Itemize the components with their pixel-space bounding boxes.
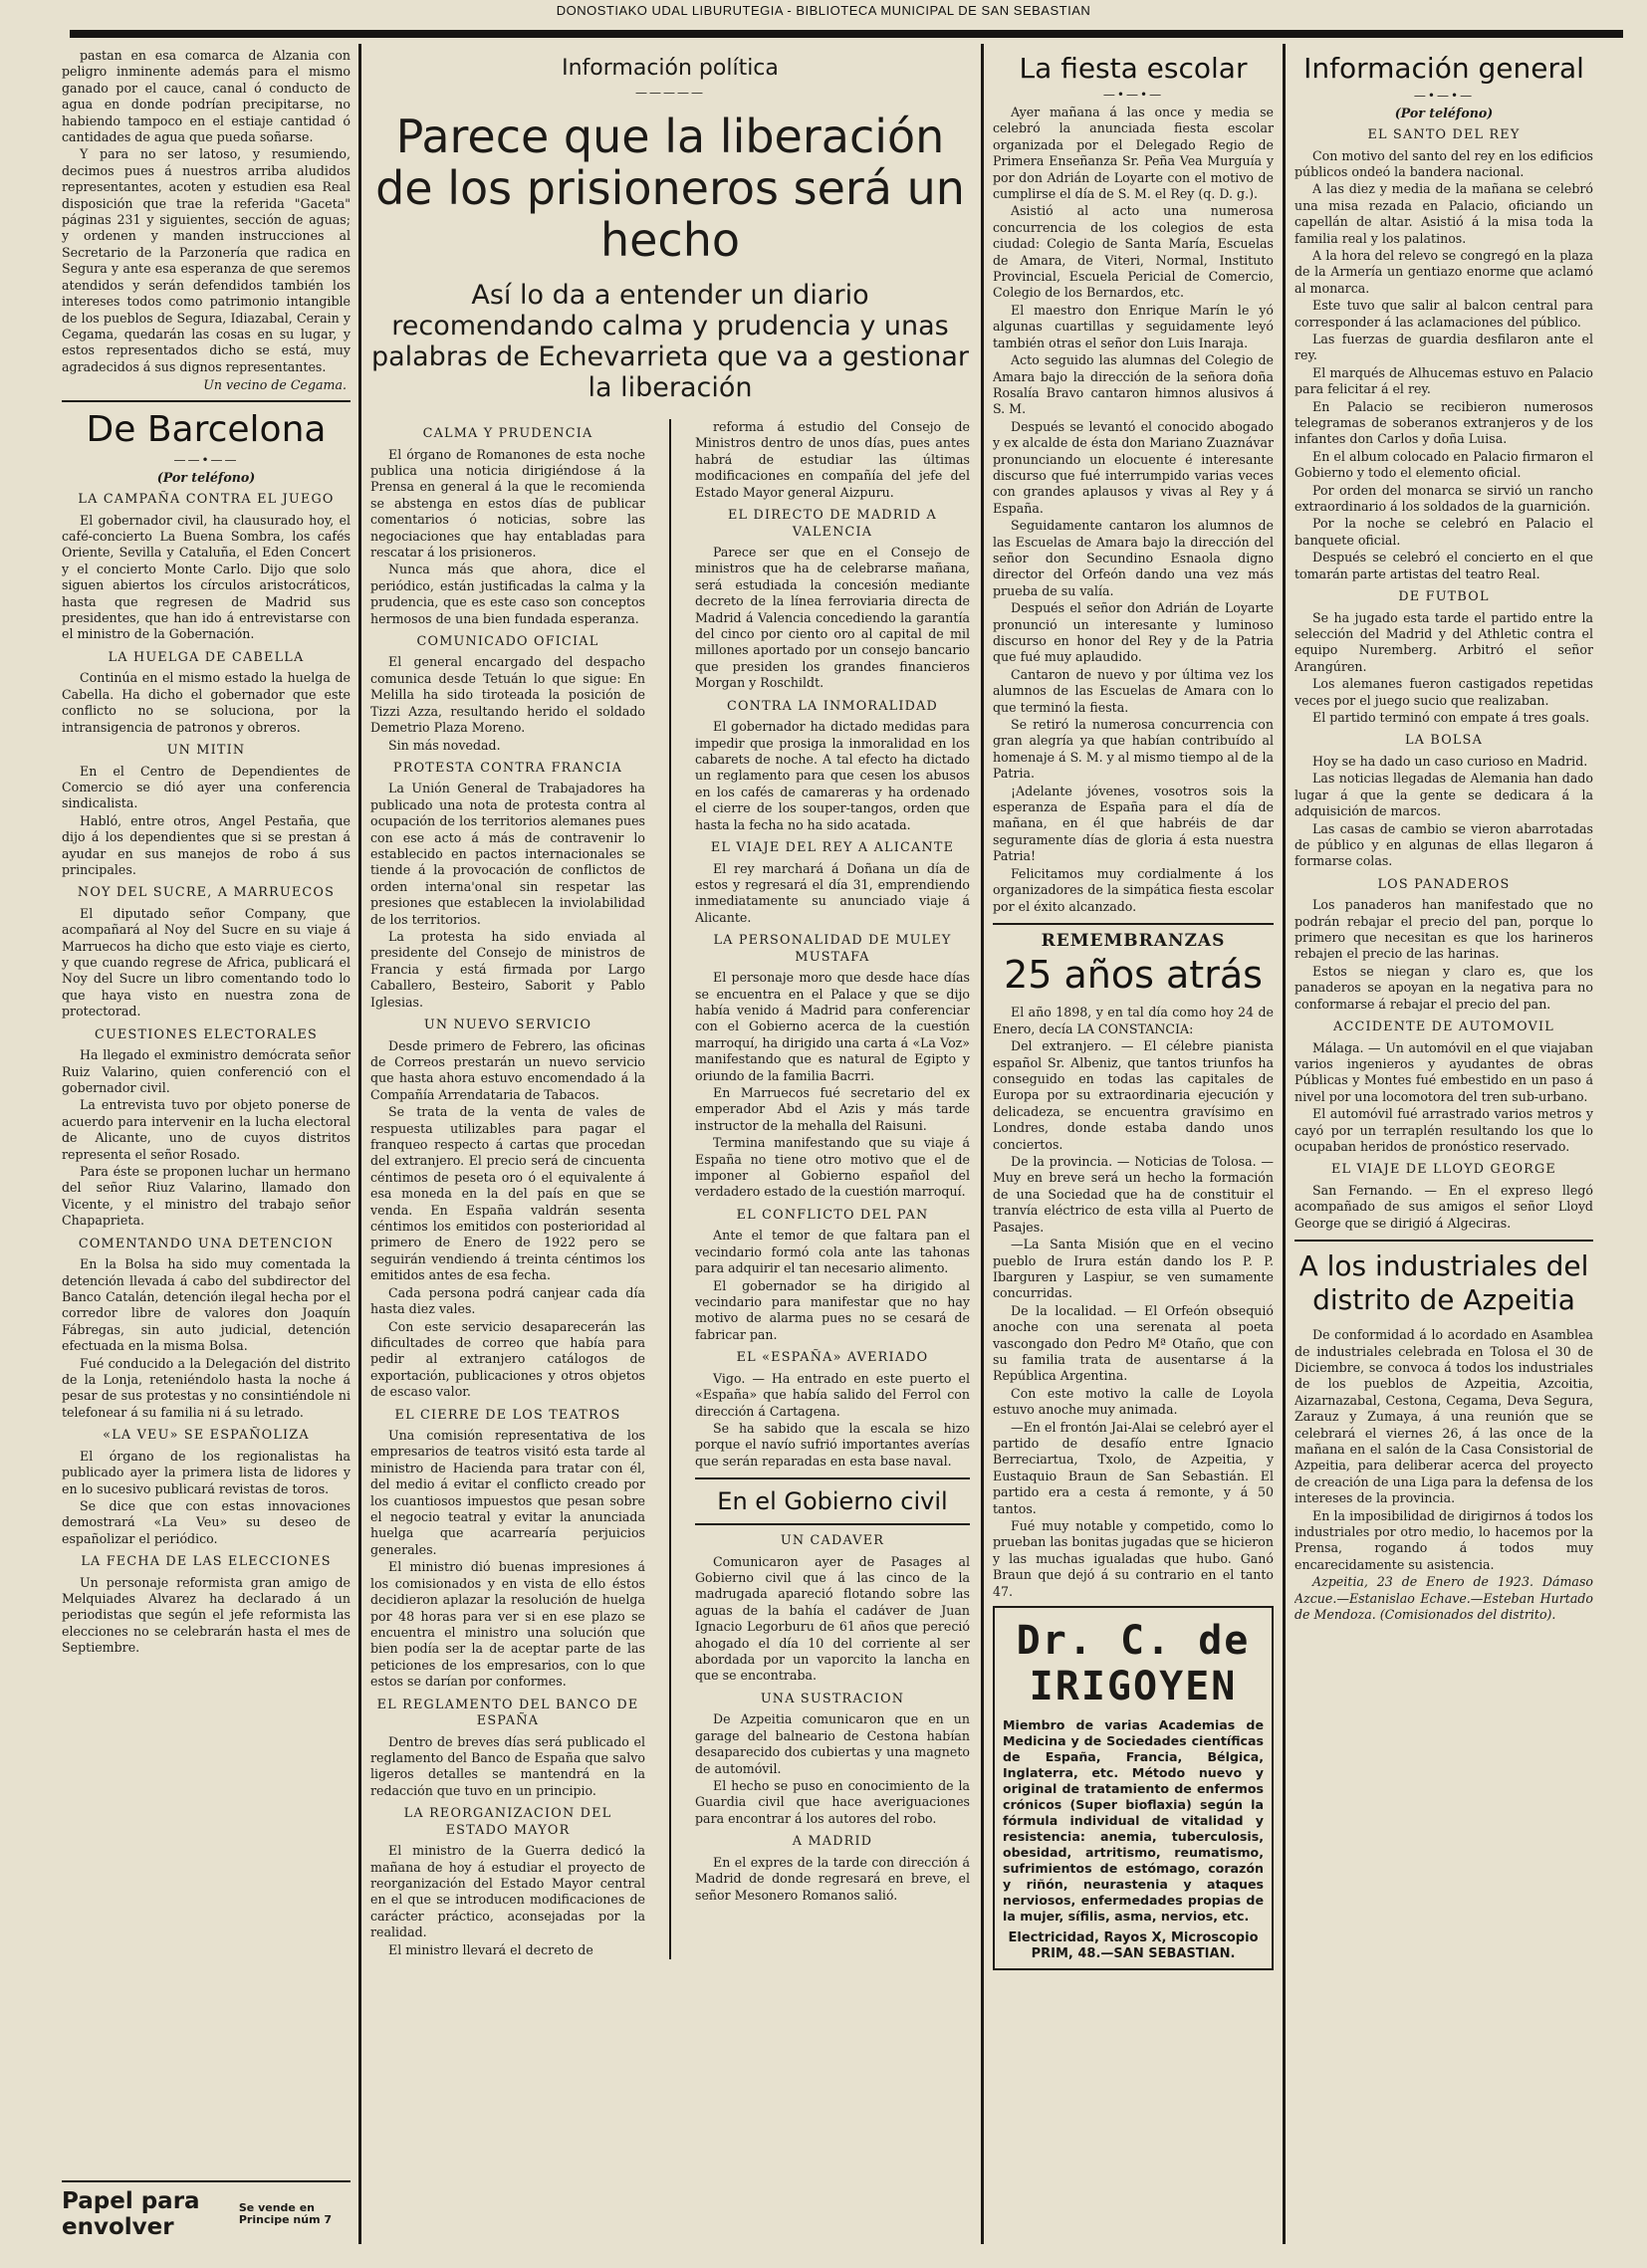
barcelona-paragraph: Continúa en el mismo estado la huelga de Cabella. Ha dicho el gobernador que este conflicto no se soluciona, por la intransigencia de patronos y obreros.: [62, 670, 351, 735]
barcelona-paragraph: Fué conducido a la Delegación del distrito de la Lonja, reteniéndolo hasta la noche á pesar de sus protestas y no consintiéndole ni telefonear á su familia ni á su letrado.: [62, 1355, 351, 1420]
politica-right-heading: EL VIAJE DEL REY A ALICANTE: [710, 840, 955, 856]
politica-left-paragraph: El ministro dió buenas impresiones á los comisionados y en vista de ello éstos decidieron aplazar la resolución de huelga por 48 horas para ver si en ese plazo se encuentra el ministro una solución que bien podía ser la de aceptar parte de las peticiones de los empresarios, con lo que estos se darían por conformes.: [370, 1559, 645, 1690]
politica-right-paragraph: reforma á estudio del Consejo de Ministros dentro de unos días, pues antes habrá de estudiar las últimas modificaciones en compañía del jefe del Estado Mayor general Aizpuru.: [695, 419, 970, 500]
general-paragraph: Por la noche se celebró en Palacio el banquete oficial.: [1294, 516, 1593, 548]
politica-right-heading: EL DIRECTO DE MADRID A VALENCIA: [727, 508, 938, 540]
general-paragraph: Las casas de cambio se vieron abarrotadas de público y en algunas de ellas llegaron á formarse colas.: [1294, 820, 1593, 869]
barcelona-paragraph: La entrevista tuvo por objeto ponerse de acuerdo para intervenir en la lucha electoral de Alicante, uno de cuyos distritos representa el señor Rosado.: [62, 1097, 351, 1162]
column-divider: [981, 44, 984, 2244]
irigoyen-ad-title: Dr. C. de IRIGOYEN: [1016, 1618, 1251, 1710]
fiesta-paragraph: Ayer mañana á las once y media se celebró la anunciada fiesta escolar organizada por el Delegado Regio de Primera Enseñanza Sr. Peña Vea Murguía y por don Adrián de Loyarte con el motivo de cumplirse el día de S. M. el Rey (q. D. g.).: [993, 105, 1274, 202]
politica-right-heading: EL «ESPAÑA» AVERIADO: [736, 1350, 929, 1366]
fiesta-paragraph: Acto seguido las alumnas del Colegio de Amara bajo la dirección de la señora doña Rosalía Bravo cantaron himnos alusivos á S. M.: [993, 352, 1274, 417]
fiesta-paragraph: ¡Adelante jóvenes, vosotros sois la esperanza de España para el día de mañana, en él que habréis de dar seguramente días de gloria á esta nuestra Patria!: [993, 783, 1274, 864]
politica-right-paragraph: El gobernador ha dictado medidas para impedir que prosiga la inmoralidad en los cabarets de noche. A tal efecto ha dictado un reglamento para que cesen los abusos en los cafés de camareras y ha ordenado el cierre de los souper-tangos, orden que hasta la fecha no ha sido acatada.: [695, 719, 970, 832]
top-rule: [70, 30, 1623, 38]
politica-left-paragraph: El general encargado del despacho comunica desde Tetuán lo que sigue: En Melilla ha sido tiroteada la posición de Tizzi Azza, resultando herido el soldado Demetrio Plaza Moreno.: [370, 654, 645, 736]
ornament-divider: ——•——: [173, 453, 239, 468]
barcelona-heading: CUESTIONES ELECTORALES: [94, 1026, 319, 1042]
headline-deck: Así lo da a entender un diario recomendando calma y prudencia y unas palabras de Echevarrieta que va a gestionar la liberación: [370, 280, 970, 403]
general-paragraph: En Palacio se recibieron numerosos telegramas de soberanos extranjeros y de los infantes don Carlos y doña Luisa.: [1294, 398, 1593, 447]
general-paragraph: Después se celebró el concierto en el que tomarán parte artistas del teatro Real.: [1294, 550, 1593, 581]
barcelona-heading: NOY DEL SUCRE, A MARRUECOS: [77, 885, 336, 901]
politica-left-paragraph: El órgano de Romanones de esta noche publica una noticia dirigiéndose á la Prensa en general á la que le recomienda se abstenga en estos días de publicar comentarios ó noticias, sobre las negociaciones que hay entabladas para rescatar á los prisioneros.: [370, 446, 645, 560]
politica-left-paragraph: Dentro de breves días será publicado el reglamento del Banco de España que salvo ligeros detalles se mantendrá en la redacción que tuvo en un principio.: [370, 1733, 645, 1798]
por-telefono-label: (Por teléfono): [1394, 106, 1494, 120]
irigoyen-ad-body: Miembro de varias Academias de Medicina y de Sociedades científicas de España, Francia, Bélgica, Inglaterra, etc. Método nuevo y original de tratamiento de enfermos crónicos (Super bioflaxia) según la fórmula individual de vitalidad y resistencia: anemia, tuberculosis, obesidad, artritismo, reumatismo, sufrimientos de estómago, corazón y riñón, neurastenia y ataques nerviosos, enfermedades propias de la mujer, sífilis, asma, nervios, etc.: [1003, 1717, 1264, 1925]
general-paragraph: Con motivo del santo del rey en los edificios públicos ondeó la bandera nacional.: [1294, 147, 1593, 179]
remembranzas-paragraph: Del extranjero. — El célebre pianista español Sr. Albeniz, que tantos triunfos ha conseguido en todas las capitales de Europa por su extraordinaria ejecución y delicadeza, se encuentra gravísimo en Londres, donde estaba dando unos conciertos.: [993, 1038, 1274, 1152]
ornament-divider: —————: [635, 86, 705, 100]
barcelona-paragraph: Ha llegado el exministro demócrata señor Ruiz Valarino, quien conferenció con el gobernador civil.: [62, 1047, 351, 1095]
fiesta-paragraph: Después el señor don Adrián de Loyarte pronunció un interesante y luminoso discurso en honor del Rey y de la Patria que fué muy aplaudido.: [993, 600, 1274, 665]
left-subcolumn: [370, 419, 645, 1959]
fiesta-paragraph: Después se levantó el conocido abogado y ex alcalde de ésta don Mariano Zuaznávar pronunciando un elocuente é interesante discurso que fué interrumpido varias veces con grandes aplausos y vivas al Rey y á España.: [993, 418, 1274, 516]
general-paragraph: Las noticias llegadas de Alemania han dado lugar á que la gente se dedicara á la adquisición de marcos.: [1294, 771, 1593, 819]
section-rule: [1294, 1240, 1593, 1242]
barcelona-paragraph: El órgano de los regionalistas ha publicado ayer la primera lista de lidores y en lo sucesivo publicará revistas de toros.: [62, 1448, 351, 1496]
fiesta-paragraph: El maestro don Enrique Marín le yó algunas cuartillas y seguidamente leyó también otras el señor don Luis Inaraja.: [993, 302, 1274, 350]
barcelona-heading: «LA VEU» SE ESPAÑOLIZA: [103, 1428, 310, 1444]
politica-right-paragraph: En Marruecos fué secretario del ex emperador Abd el Azis y más tarde instructor de la mehalla del Raisuni.: [695, 1085, 970, 1133]
column-divider: [358, 44, 361, 2244]
general-paragraph: En el album colocado en Palacio firmaron el Gobierno y todo el elemento oficial.: [1294, 448, 1593, 481]
remembranzas-paragraph: —En el frontón Jai-Alai se celebró ayer el partido de desafío entre Ignacio Berreciartua, Txolo, de Azpeitia, y Eustaquio Braun de San Sebastián. El partido era a cesta á remonte, y á 50 tantos.: [993, 1419, 1274, 1516]
politica-left-heading: PROTESTA CONTRA FRANCIA: [392, 760, 623, 776]
remembranzas-paragraph: Fué muy notable y competido, como lo prueban las bonitas jugadas que se hicieron y las muchas igualadas que hubo. Ganó Braun que dejó á su contrario en el tanto 47.: [993, 1518, 1274, 1599]
signature: Un vecino de Cegama.: [203, 377, 347, 393]
general-paragraph: Hoy se ha dado un caso curioso en Madrid.: [1312, 753, 1588, 769]
politica-left-heading: LA REORGANIZACION DEL ESTADO MAYOR: [403, 1806, 612, 1838]
remembranzas-paragraph: El año 1898, y en tal día como hoy 24 de Enero, decía LA CONSTANCIA:: [993, 1005, 1274, 1036]
papel-ad-note: Se vende en Principe núm 7: [238, 2201, 333, 2226]
gobierno-heading: UNA SUSTRACION: [760, 1691, 905, 1706]
politica-right-heading: LA PERSONALIDAD DE MULEY MUSTAFA: [713, 933, 952, 965]
barcelona-paragraph: En la Bolsa ha sido muy comentada la detención llevada á cabo del subdirector del Banco Catalán, detención ilegal hecha por el corredor libre de valores don Joaquín Fábregas, sin auto judicial, detención efectuada en la misma Bolsa.: [62, 1256, 351, 1354]
remembranzas-paragraph: —La Santa Misión que en el vecino pueblo de Irura están dando los P. P. Ibarguren y Laspiur, se ven sumamente concurridas.: [993, 1237, 1274, 1301]
politica-right-paragraph: Vigo. — Ha entrado en este puerto el «España» que había salido del Ferrol con dirección á Cartagena.: [695, 1370, 970, 1419]
ornament-divider: —•—•—: [1102, 88, 1164, 102]
politica-left-heading: EL REGLAMENTO DEL BANCO DE ESPAÑA: [376, 1697, 639, 1729]
fiesta-paragraph: Asistió al acto una numerosa concurrencia de los colegios de esta ciudad: Colegio de Santa María, Escuelas de Amara, de Viteri, Normal, Instituto Provincial, Escuela Pericial de Comercio, Colegio de los Bernardos, etc.: [993, 203, 1274, 301]
irigoyen-ad: [993, 1606, 1274, 1970]
gobierno-paragraph: El hecho se puso en conocimiento de la Guardia civil que hace averiguaciones para encontrar á los autores del robo.: [695, 1778, 970, 1826]
fiesta-paragraph: Cantaron de nuevo y por última vez los alumnos de las Escuelas de Amara con lo que terminó la fiesta.: [993, 666, 1274, 715]
por-telefono-label: (Por teléfono): [156, 470, 256, 486]
politica-right-paragraph: El rey marchará á Doñana un día de estos y regresará el día 31, emprendiendo inmediatamente su anunciado viaje á Alicante.: [695, 860, 970, 925]
gobierno-heading: UN CADAVER: [780, 1533, 885, 1549]
general-paragraph: Los alemanes fueron castigados repetidas veces por el juego sucio que realizaban.: [1294, 676, 1593, 708]
general-paragraph: Se ha jugado esta tarde el partido entre la selección del Madrid y del Athletic contra el equipo Nuremberg. Arbitró el señor Arangúren.: [1294, 609, 1593, 674]
general-heading: LA BOLSA: [1404, 733, 1484, 749]
general-paragraph: El partido terminó con empate á tres goals.: [1312, 710, 1590, 725]
barcelona-paragraph: El diputado señor Company, que acompañará al Noy del Sucre en su viaje á Marruecos ha dicho que esto viaje es cierto, y que cuando regrese de Africa, publicará el Noy del Sucre un libro comentando todo lo que haya visto en nuestra zona de protectorad.: [62, 905, 351, 1020]
politica-right-paragraph: El gobernador se ha dirigido al vecindario para manifestar que no hay motivo de alarma pues no se cesará de fabricar pan.: [695, 1277, 970, 1342]
barcelona-heading: LA FECHA DE LAS ELECCIONES: [81, 1554, 332, 1570]
ornament-divider: —•—•—: [1413, 89, 1475, 103]
politica-left-paragraph: Cada persona podrá canjear cada día hasta diez vales.: [370, 1284, 645, 1317]
irigoyen-ad-address: Electricidad, Rayos X, Microscopio PRIM, 48.—SAN SEBASTIAN.: [1008, 1930, 1259, 1962]
general-paragraph: Estos se niegan y claro es, que los panaderos se apoyan en la negativa para no conformarse á rebajar el precio del pan.: [1294, 963, 1593, 1012]
general-heading: ACCIDENTE DE AUTOMOVIL: [1333, 1020, 1554, 1035]
kicker-politica: Información política: [562, 56, 779, 81]
politica-left-heading: COMUNICADO OFICIAL: [416, 633, 599, 649]
fiesta-paragraph: Se retiró la numerosa concurrencia con gran alegría ya que habían contribuído al homenaje á S. M. y al mismo tiempo al de la Patria.: [993, 717, 1274, 782]
politica-left-heading: EL CIERRE DE LOS TEATROS: [394, 1407, 621, 1423]
politica-left-heading: CALMA Y PRUDENCIA: [422, 426, 593, 441]
barcelona-paragraph: El gobernador civil, ha clausurado hoy, el café-concierto La Buena Sombra, los cafés Oriente, Sevilla y Cataluña, el Eden Concert y el concierto Monte Carlo. Dijo que solo siguen abiertos los círculos aristocráticos, hasta que regresen de Madrid sus presidentes, que han ido á entrevistarse con el ministro de la Gobernación.: [62, 512, 351, 642]
gobierno-paragraph: Comunicaron ayer de Pasages al Gobierno civil que á las cinco de la madrugada apareció flotando sobre las aguas de la bahía el cadáver de Juan Ignacio Legorburu de 61 años que pereció ahogado el día 10 del corriente al ser abordada por un vaporcito la lancha en que se encontraba.: [695, 1553, 970, 1684]
informacion-general-title: Información general: [1303, 52, 1584, 85]
remembranzas-title: REMEMBRANZAS: [1041, 930, 1226, 951]
general-paragraph: Este tuvo que salir al balcon central para corresponder á las aclamaciones del público.: [1294, 298, 1593, 330]
barcelona-paragraph: Para éste se proponen luchar un hermano del señor Riuz Valarino, llamado don Vicente, y el ministro del trabajo señor Chapaprieta.: [62, 1164, 351, 1229]
barcelona-heading: LA HUELGA DE CABELLA: [108, 649, 305, 665]
general-heading: EL VIAJE DE LLOYD GEORGE: [1331, 1162, 1556, 1178]
general-paragraph: El marqués de Alhucemas estuvo en Palacio para felicitar á el rey.: [1294, 364, 1593, 397]
gobierno-paragraph: En el expres de la tarde con dirección á Madrid de donde regresará en breve, el señor Mesonero Romanos salió.: [695, 1854, 970, 1903]
barcelona-heading: LA CAMPAÑA CONTRA EL JUEGO: [78, 492, 335, 508]
remembranzas-headline: 25 años atrás: [1004, 953, 1263, 998]
section-rule: [695, 1523, 970, 1525]
fiesta-paragraph: Felicitamos muy cordialmente á los organizadores de la simpática fiesta escolar por el éxito alcanzado.: [993, 865, 1274, 914]
politica-left-paragraph: La protesta ha sido enviada al presidente del Consejo de ministros de Francia y está firmada por Largo Caballero, Besteiro, Saborit y Pablo Iglesias.: [370, 929, 645, 1010]
politica-right-paragraph: Parece ser que en el Consejo de ministros que ha de celebrarse mañana, será estudiada la concesión mediante decreto de la línea ferroviaria directa de Madrid á Valencia concediendo la garantía del cinco por ciento oro al capital de mil millones aportado por un consejo bancario que presiden los grandes financieros Morgan y Roschildt.: [695, 545, 970, 691]
lead-paragraph: pastan en esa comarca de Alzania con peligro inminente además para el mismo ganado por el cauce, canal ó conducto de agua en donde podrían precipitarse, no habiendo tampoco en el estiaje cantidad ó cantidades de agua que pueda soñarse.: [62, 48, 351, 145]
general-paragraph: Málaga. — Un automóvil en el que viajaban varios ingenieros y ayudantes de obras Públicas y Montes fué embestido en un paso á nivel por una locomotora del tren sub-urbano.: [1294, 1039, 1593, 1104]
papel-ad: [62, 2180, 351, 2240]
politica-left-heading: UN NUEVO SERVICIO: [423, 1018, 592, 1033]
general-heading: DE FUTBOL: [1398, 589, 1490, 605]
general-paragraph: El automóvil fué arrastrado varios metros y cayó por un terraplén resultando los que lo ocupaban heridos de pronóstico reservado.: [1294, 1106, 1593, 1155]
general-paragraph: San Fernando. — En el expreso llegó acompañado de sus amigos el señor Lloyd George que se dirigió á Algeciras.: [1294, 1182, 1593, 1231]
politica-right-paragraph: Se ha sabido que la escala se hizo porque el navío sufrió importantes averías que serán reparadas en esta base naval.: [695, 1420, 970, 1469]
politica-left-paragraph: Desde primero de Febrero, las oficinas de Correos prestarán un nuevo servicio que hasta ahora estuvo encomendado á la Compañía Arrendataria de Tabacos.: [370, 1037, 645, 1102]
section-rule: [695, 1477, 970, 1479]
column-3: [993, 48, 1274, 2248]
general-heading: EL SANTO DEL REY: [1367, 127, 1521, 142]
remembranzas-paragraph: De la provincia. — Noticias de Tolosa. — Muy en breve será un hecho la formación de una Sociedad que ha de constituir el tranvía eléctrico de esta villa al Puerto de Pasajes.: [993, 1154, 1274, 1235]
right-subcolumn: [695, 419, 970, 1959]
column-divider: [1283, 44, 1286, 2244]
library-header: DONOSTIAKO UDAL LIBURUTEGIA - BIBLIOTECA MUNICIPAL DE SAN SEBASTIAN: [556, 3, 1091, 18]
barcelona-paragraph: En el Centro de Dependientes de Comercio se dió ayer una conferencia sindicalista.: [62, 763, 351, 811]
general-paragraph: Las fuerzas de guardia desfilaron ante el rey.: [1294, 331, 1593, 363]
politica-left-paragraph: Nunca más que ahora, dice el periódico, están justificadas la calma y la prudencia, que es este caso son conceptos hermosos de una bien fundada esperanza.: [370, 562, 645, 626]
column-4: [1294, 48, 1593, 2248]
general-paragraph: Por orden del monarca se sirvió un rancho extraordinario á los soldados de la guarnición.: [1294, 482, 1593, 515]
general-paragraph: Los panaderos han manifestado que no podrán rebajar el precio del pan, porque lo primero que necesitan es que los harineros rebajen el precio de las harinas.: [1294, 897, 1593, 962]
barcelona-heading: UN MITIN: [166, 743, 246, 758]
gobierno-paragraph: De Azpeitia comunicaron que en un garage del balneario de Cestona habían desaparecido dos cubiertas y una magneto de automóvil.: [695, 1711, 970, 1776]
remembranzas-paragraph: De la localidad. — El Orfeón obsequió anoche con una serenata al poeta vascongado don Pedro Mª Otaño, que con su familia trata de ausentarse á la República Argentina.: [993, 1302, 1274, 1384]
barcelona-heading: COMENTANDO UNA DETENCION: [78, 1236, 335, 1251]
two-column-body: [370, 419, 970, 1959]
politica-left-paragraph: Una comisión representativa de los empresarios de teatros visitó esta tarde al ministro de Hacienda para tratar con él, del medio á evitar el conflicto creado por los cuantiosos impuestos que pesan sobre el negocio teatral y evitar la anunciada huelga que acarrearía perjuicios generales.: [370, 1428, 645, 1557]
industriales-signatures: Azpeitia, 23 de Enero de 1923. Dámaso Azcue.—Estanislao Echave.—Esteban Hurtado de Mendoza. (Comisionados del distrito).: [1294, 1574, 1593, 1623]
barcelona-paragraph: Habló, entre otros, Angel Pestaña, que dijo á los dependientes que si se prestan á ayudar en sus manejos de robo á sus principales.: [62, 812, 351, 877]
politica-left-paragraph: Sin más novedad.: [388, 737, 501, 753]
barcelona-paragraph: Se dice que con estas innovaciones demostrará «La Veu» su deseo de españolizar el periódico.: [62, 1497, 351, 1546]
general-heading: LOS PANADEROS: [1377, 876, 1511, 892]
politica-left-paragraph: Se trata de la venta de vales de respuesta utilizables para pagar el franqueo respecto á cartas que procedan del extranjero. El precio será de cincuenta céntimos de peseta oro ó el equivalente á esa moneda en la del país en que se venda. En España valdrán sesenta céntimos los emitidos con posterioridad al primero de Enero de 1922 pero se seguirán vendiendo á treinta céntimos los emitidos antes de esa fecha.: [370, 1104, 645, 1283]
politica-right-paragraph: El personaje moro que desde hace días se encuentra en el Palace y que se dijo había venido á Madrid para conferenciar con el Gobierno acerca de la cuestión marroquí, ha dirigido una carta á «La Voz» manifestando que es natural de Egipto y oriundo de la familia Bacrri.: [695, 970, 970, 1083]
section-title-barcelona: De Barcelona: [86, 409, 327, 451]
politica-right-heading: CONTRA LA INMORALIDAD: [726, 698, 938, 714]
politica-left-paragraph: El ministro de la Guerra dedicó la mañana de hoy á estudiar el proyecto de reorganización del Estado Mayor central en el que se introducen modificaciones de carácter práctico, aconsejadas por la realidad.: [370, 1843, 645, 1940]
fiesta-paragraph: Seguidamente cantaron los alumnos de las Escuelas de Amara bajo la dirección del señor don Secundino Esnaola digno director del Orfeón dando una vez más prueba de su valía.: [993, 518, 1274, 598]
politica-right-paragraph: Ante el temor de que faltara pan el vecindario formó cola ante las tahonas para adquirir el tan necesario alimento.: [695, 1228, 970, 1276]
gobierno-heading: A MADRID: [792, 1834, 873, 1850]
subcolumn-divider: [669, 419, 671, 1959]
industriales-paragraph: En la imposibilidad de dirigirnos á todos los industriales por otro medio, lo hacemos por la Prensa, rogando á todos muy encarecidamente su asistencia.: [1294, 1507, 1593, 1572]
remembranzas-paragraph: Con este motivo la calle de Loyola estuvo anoche muy animada.: [993, 1385, 1274, 1418]
column-1: [62, 48, 351, 2248]
fiesta-escolar-title: La fiesta escolar: [1019, 52, 1248, 85]
barcelona-paragraph: Un personaje reformista gran amigo de Melquiades Alvarez ha declarado á un periodistas que según el jefe reformista las elecciones no se celebrarán hasta el mes de Septiembre.: [62, 1574, 351, 1656]
industriales-paragraph: De conformidad á lo acordado en Asamblea de industriales celebrada en Tolosa el 30 de Diciembre, se convoca á todos los industriales de los pueblos de Azpeitia, Azcoitia, Aizarnazabal, Cestona, Cegama, Deva Segura, Zarauz y Zumaya, á una reunión que se celebrará el viernes 26, á las once de la mañana en el salón de la Casa Consistorial de Azpeitia, para deliberar acerca del proyecto de creación de una Liga para la defensa de los intereses de la provincia.: [1294, 1327, 1593, 1506]
main-headline: Parece que la liberación de los prisioneros será un hecho: [375, 110, 965, 267]
section-rule: [993, 923, 1274, 925]
politica-left-paragraph: El ministro llevará el decreto de: [388, 1941, 593, 1957]
politica-left-paragraph: Con este servicio desaparecerán las dificultades de correo que había para pedir al extranjero catálogos de exportación, publicaciones y otros objetos de escaso valor.: [370, 1318, 645, 1400]
general-paragraph: A las diez y media de la mañana se celebró una misa rezada en Palacio, oficiando un capellán de altar. Asistió á la misa toda la familia real y los palatinos.: [1294, 181, 1593, 246]
lead-paragraph: Y para no ser latoso, y resumiendo, decimos pues á nuestros arriba aludidos representantes, acoten y estudien esa Real disposición que trae la referida "Gaceta" páginas 231 y siguientes, sección de aguas; y ordenen y manden instrucciones al Secretario de la Parzonería que radica en Segura y ante esa esperanza de que seremos atendidos y serán defendidos también los intereses todos como patrimonio intangible de los pueblos de Segura, Idiazabal, Cerain y Cegama, quedarán las cosas en su lugar, y estos representados dicho se está, muy agradecidos á sus dignos representantes.: [62, 146, 351, 374]
papel-ad-title: Papel para envolver: [62, 2188, 200, 2240]
politica-left-paragraph: La Unión General de Trabajadores ha publicado una nota de protesta contra al ocupación de los territorios alemanes pues con ese acto á más de contravenir lo establecido en pactos internacionales se tiende á la provocación de conflictos de orden interna'onal sin respetar las presiones que establecen la inviolabilidad de los territorios.: [370, 781, 645, 927]
section-rule: [62, 400, 351, 402]
politica-right-paragraph: Termina manifestando que su viaje á España no tiene otro motivo que el de imponer al Gobierno español del verdadero estado de la cuestión marroquí.: [695, 1135, 970, 1200]
column-2-politica: [370, 48, 970, 2248]
general-paragraph: A la hora del relevo se congregó en la plaza de la Armería un gentiazo enorme que aclamó al monarca.: [1294, 247, 1593, 296]
industriales-title: A los industriales del distrito de Azpeitia: [1298, 1249, 1589, 1317]
politica-right-heading: EL CONFLICTO DEL PAN: [736, 1207, 929, 1223]
gobierno-civil-title: En el Gobierno civil: [717, 1487, 948, 1516]
